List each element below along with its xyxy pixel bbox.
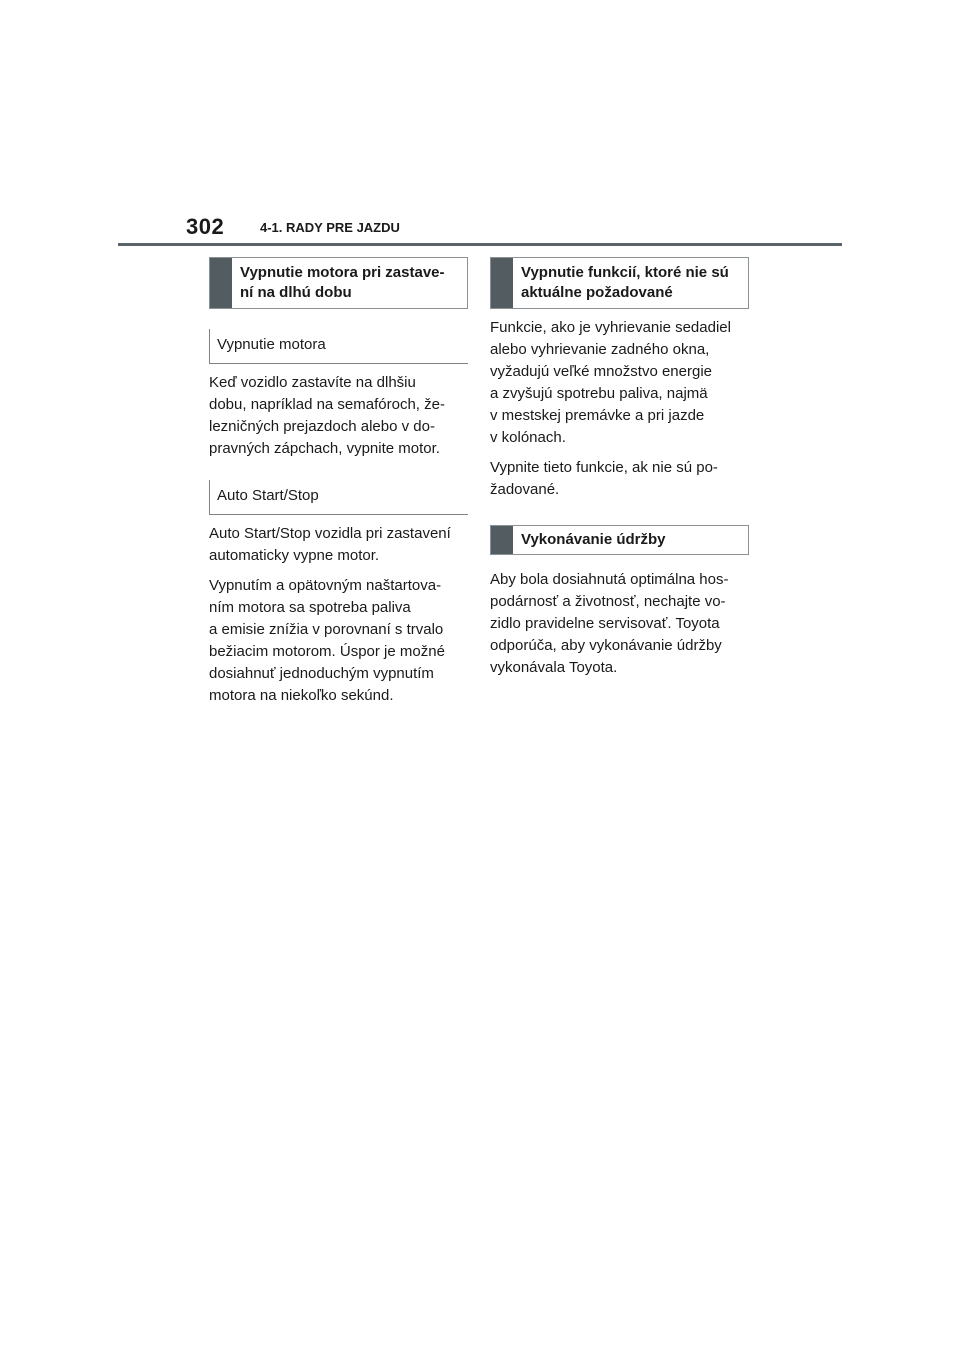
subheading-engine-off: Vypnutie motora (209, 329, 468, 364)
section-heading-title (232, 258, 453, 308)
section-heading-title (513, 258, 737, 308)
text-line: Auto Start/Stop vozidla pri zastavení (209, 525, 451, 542)
text-line: automaticky vypne motor. (209, 547, 380, 564)
paragraph-unneeded-functions (490, 317, 749, 449)
text-line: v mestskej premávke a pri jazde (490, 407, 705, 424)
text-line: žadované. (490, 481, 560, 498)
title-line: aktuálne požadované (521, 284, 673, 301)
section-heading-bar (491, 258, 513, 308)
text-line: dobu, napríklad na semafóroch, že- (209, 396, 445, 413)
text-line: vykonávala Toyota. (490, 659, 618, 676)
text-line: v kolónach. (490, 429, 566, 446)
text-line: Keď vozidlo zastavíte na dlhšiu (209, 374, 416, 391)
right-column (490, 257, 749, 679)
section-heading-bar (491, 526, 513, 554)
section-heading-title: Vykonávanie údržby (521, 531, 666, 548)
section-heading-unneeded-functions (490, 257, 749, 309)
title-line: ní na dlhú dobu (240, 284, 352, 301)
paragraph-engine-off (209, 372, 468, 460)
paragraph-turn-off-functions (490, 457, 749, 501)
section-heading-engine-off (209, 257, 468, 309)
text-line: vyžadujú veľké množstvo energie (490, 363, 712, 380)
header-rule (118, 243, 842, 246)
text-line: Aby bola dosiahnutá optimálna hos- (490, 571, 729, 588)
text-line: ním motora sa spotreba paliva (209, 599, 411, 616)
text-line: odporúča, aby vykonávanie údržby (490, 637, 722, 654)
section-heading-maintenance (490, 525, 749, 555)
title-line: Vypnutie funkcií, ktoré nie sú (521, 264, 729, 281)
paragraph-auto-start-stop (209, 523, 468, 567)
text-line: motora na niekoľko sekúnd. (209, 687, 394, 704)
text-line: zidlo pravidelne servisovať. Toyota (490, 615, 720, 632)
left-column (209, 257, 468, 707)
text-line: bežiacim motorom. Úspor je možné (209, 643, 445, 660)
title-line: Vypnutie motora pri zastave- (240, 264, 445, 281)
text-line: a emisie znížia v porovnaní s trvalo (209, 621, 444, 638)
running-head: 4-1. RADY PRE JAZDU (260, 220, 400, 235)
paragraph-maintenance (490, 569, 749, 679)
text-line: Funkcie, ako je vyhrievanie sedadiel (490, 319, 731, 336)
subheading-auto-start-stop: Auto Start/Stop (209, 480, 468, 515)
paragraph-fuel-savings (209, 575, 468, 707)
text-line: Vypnite tieto funkcie, ak nie sú po- (490, 459, 718, 476)
text-line: podárnosť a životnosť, nechajte vo- (490, 593, 726, 610)
text-line: a zvyšujú spotrebu paliva, najmä (490, 385, 708, 402)
text-line: alebo vyhrievanie zadného okna, (490, 341, 710, 358)
page-number: 302 (186, 214, 225, 239)
section-heading-bar (210, 258, 232, 308)
text-line: lezničných prejazdoch alebo v do- (209, 418, 435, 435)
text-line: dosiahnuť jednoduchým vypnutím (209, 665, 434, 682)
text-line: pravných zápchach, vypnite motor. (209, 440, 440, 457)
text-line: Vypnutím a opätovným naštartova- (209, 577, 442, 594)
